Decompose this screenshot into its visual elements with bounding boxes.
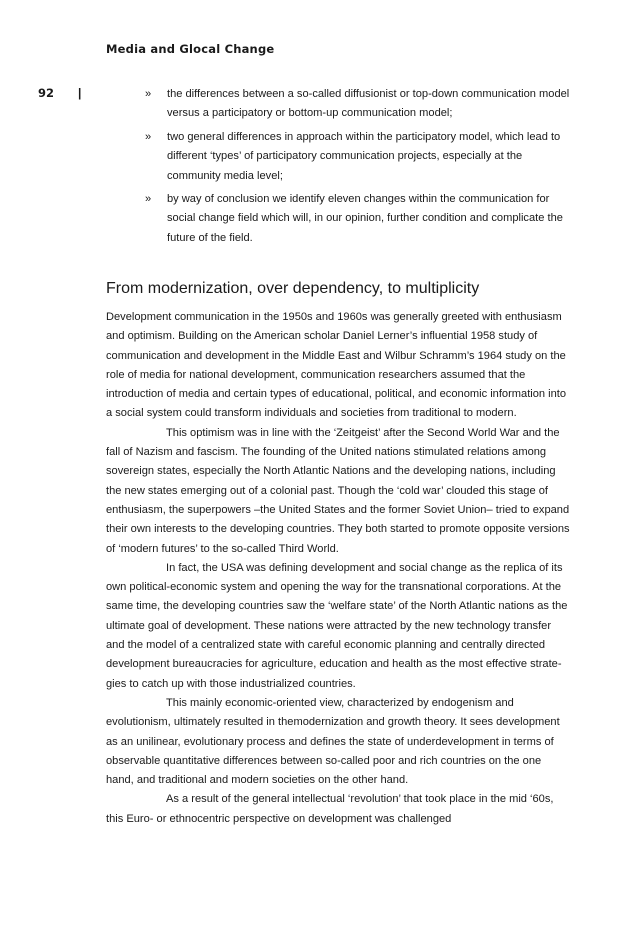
bullet-text: by way of conclusion we identify eleven changes within the communication for social change field which will, in our opinion, further condition and complicate the future of the field. [167, 193, 563, 244]
paragraph: This optimism was in line with the ‘Zeitgeist’ after the Second World War and the fall of Nazism and fascism. The founding of the United nations stimulated relations among sovereign states, especially the North Atlantic Nations and the developing nations, including the new states emerging out of a colonial past. Though the ‘cold war’ clouded this stage of enthusiasm, the superpowers –the United States and the former Soviet Union– tried to expand their own interests to the developing countries. They both started to promote opposite versions of ‘modern futures’ to the so-called Third World. [106, 426, 570, 555]
section-heading: From modernization, over dependency, to multiplicity [106, 280, 480, 297]
paragraph: This mainly economic-oriented view, characterized by endogenism and evolutionism, ultimately resulted in themodernization and growth theory. It sees development as an unilinear, evolutionary process and defines the state of underdevelopment in terms of observable quantitative differences between so-called poor and rich countries on the one hand, and traditional and modern societies on the other hand. [106, 696, 560, 787]
bullet-text: two general differences in approach within the participatory model, which lead to different ‘types’ of participatory communication projects, especially at the community media level; [167, 130, 561, 182]
page-number-separator: | [78, 86, 82, 100]
body-text [106, 308, 572, 829]
bullet-marker: » [145, 88, 152, 100]
bullet-marker: » [145, 193, 152, 206]
bullet-marker: » [145, 130, 152, 143]
bullet-text: the differences between a so-called diffusionist or top-down communication model versus a participatory or bottom-up communication model; [167, 88, 570, 120]
paragraph: In fact, the USA was defining development and social change as the replica of its own political-economic system and opening the way for the transnational corporations. At the same time, the developing countries saw the ‘welfare state’ of the North Atlantic nations as the ultimate goal of development. These nations were attracted by the new technology transfer and the model of a centralized state with careful economic planning and centrally directed development bureaucracies for agriculture, education and health as the most effective strategies to catch up with those industrialized countries. [106, 561, 568, 690]
bullet-list [145, 85, 570, 252]
bullet-item [145, 190, 570, 248]
bullet-item [145, 85, 570, 124]
bullet-item [145, 128, 570, 186]
paragraph: Development communication in the 1950s and 1960s was generally greeted with enthusiasm and optimism. Building on the American scholar Daniel Lerner’s influential 1958 study of communication and development in the Middle East and Wilbur Schramm’s 1964 study on the role of media for national development, communication researchers assumed that the introduction of media and certain types of educational, political, and economic information into a social system could transform individuals and societies from traditional to modern. [106, 311, 567, 420]
page-number: 92 [38, 86, 55, 100]
paragraph: As a result of the general intellectual ‘revolution’ that took place in the mid ‘60s, this Euro- or ethnocentric perspective on development was challenged [106, 793, 554, 825]
running-head-title: Media and Glocal Change [106, 42, 275, 56]
